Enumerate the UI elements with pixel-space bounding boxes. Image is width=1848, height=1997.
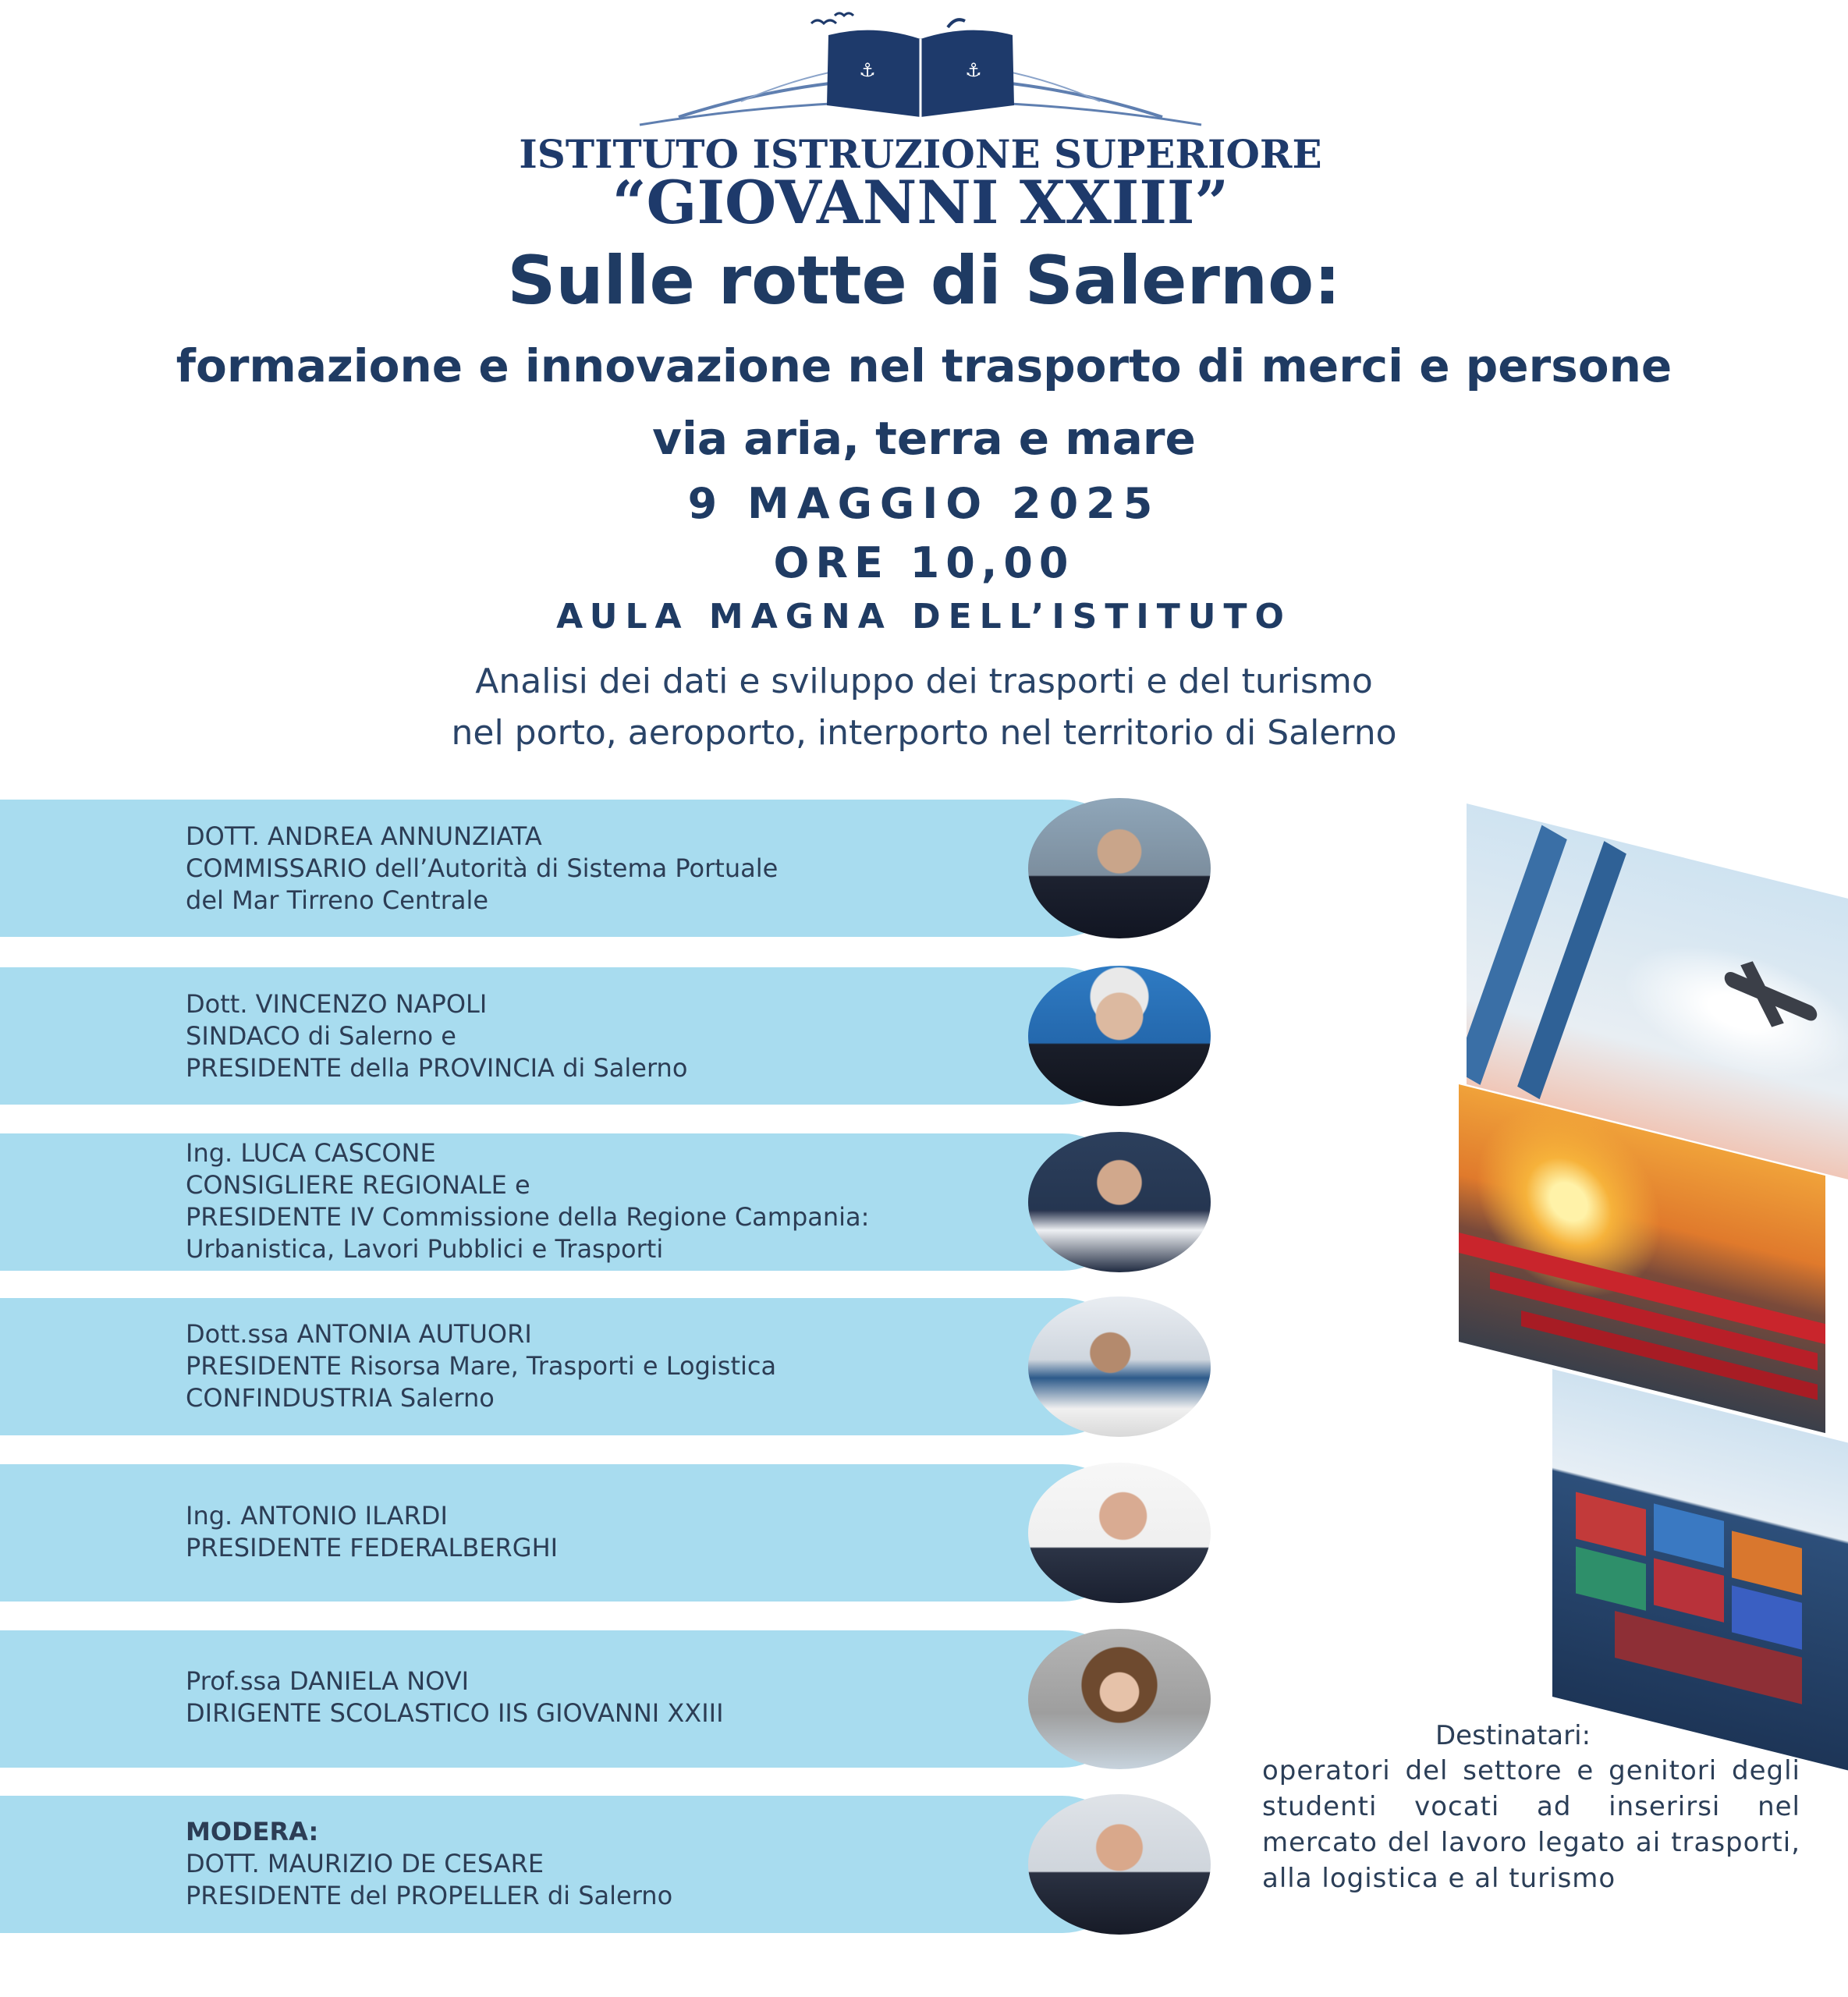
speaker-photo (1028, 1296, 1211, 1437)
speaker-band (0, 1464, 1131, 1602)
audience-title: Destinatari: (1435, 1720, 1591, 1751)
logo-line-2: “GIOVANNI XXIII” (612, 168, 1229, 237)
speaker-info (186, 1816, 672, 1912)
speaker-photo (1028, 1463, 1211, 1603)
speaker-line: Dott. VINCENZO NAPOLI (186, 989, 488, 1019)
speaker-line: Ing. ANTONIO ILARDI (186, 1501, 448, 1531)
event-description-line-1: Analisi dei dati e sviluppo dei trasporti e del turismo (475, 662, 1373, 701)
open-book-logo-icon (507, 8, 1334, 144)
speaker-info (186, 821, 778, 917)
speaker-photo (1028, 1132, 1211, 1272)
speaker-photo (1028, 1629, 1211, 1769)
event-title: Sulle rotte di Salerno: (507, 242, 1341, 320)
speaker-line: del Mar Tirreno Centrale (186, 885, 489, 915)
speaker-line: DOTT. ANDREA ANNUNZIATA (186, 821, 542, 851)
speaker-line: PRESIDENTE della PROVINCIA di Salerno (186, 1053, 688, 1083)
event-subtitle-line-2: via aria, terra e mare (652, 412, 1196, 465)
speaker-photo (1028, 798, 1211, 938)
logo-line-1: ISTITUTO ISTRUZIONE SUPERIORE (519, 131, 1322, 177)
event-subtitle-line-1: formazione e innovazione nel trasporto di merci e persone (176, 339, 1672, 392)
container-ship-photo (1552, 1369, 1848, 1771)
speaker-line: DIRIGENTE SCOLASTICO IIS GIOVANNI XXIII (186, 1698, 724, 1728)
speaker-line: SINDACO di Salerno e (186, 1021, 456, 1051)
moderator-label: MODERA: (186, 1817, 319, 1846)
svg-text:⚓: ⚓ (965, 59, 982, 81)
speaker-line: Dott.ssa ANTONIA AUTUORI (186, 1319, 532, 1349)
speaker-line: PRESIDENTE del PROPELLER di Salerno (186, 1881, 673, 1910)
speaker-info (186, 1318, 776, 1414)
speaker-line: CONSIGLIERE REGIONALE e (186, 1170, 530, 1200)
speaker-info (186, 1665, 724, 1729)
event-venue: AULA MAGNA DELL’ISTITUTO (556, 597, 1292, 637)
event-description-line-2: nel porto, aeroporto, interporto nel territorio di Salerno (451, 713, 1397, 753)
event-date: 9 MAGGIO 2025 (687, 479, 1161, 528)
audience-description: operatori del settore e genitori degli studenti vocati ad inserirsi nel mercato del lavoro legato ai trasporti, alla logistica e al turismo (1262, 1755, 1800, 1894)
speaker-line: Prof.ssa DANIELA NOVI (186, 1666, 470, 1696)
speaker-line: COMMISSARIO dell’Autorità di Sistema Portuale (186, 853, 779, 883)
speaker-line: PRESIDENTE FEDERALBERGHI (186, 1533, 559, 1562)
school-logo (507, 8, 1334, 237)
speaker-photo (1028, 1794, 1211, 1935)
speaker-line: PRESIDENTE IV Commissione della Regione Campania: (186, 1202, 870, 1232)
speaker-line: CONFINDUSTRIA Salerno (186, 1383, 495, 1413)
speaker-info (186, 1137, 869, 1265)
svg-text:⚓: ⚓ (859, 59, 876, 81)
speaker-line: DOTT. MAURIZIO DE CESARE (186, 1849, 544, 1878)
speaker-info (186, 1500, 558, 1564)
event-time: ORE 10,00 (773, 538, 1075, 587)
speaker-photo (1028, 966, 1211, 1106)
speaker-line: Ing. LUCA CASCONE (186, 1138, 436, 1168)
speaker-info (186, 988, 687, 1084)
speaker-line: Urbanistica, Lavori Pubblici e Trasporti (186, 1234, 664, 1264)
speaker-line: PRESIDENTE Risorsa Mare, Trasporti e Logistica (186, 1351, 777, 1381)
